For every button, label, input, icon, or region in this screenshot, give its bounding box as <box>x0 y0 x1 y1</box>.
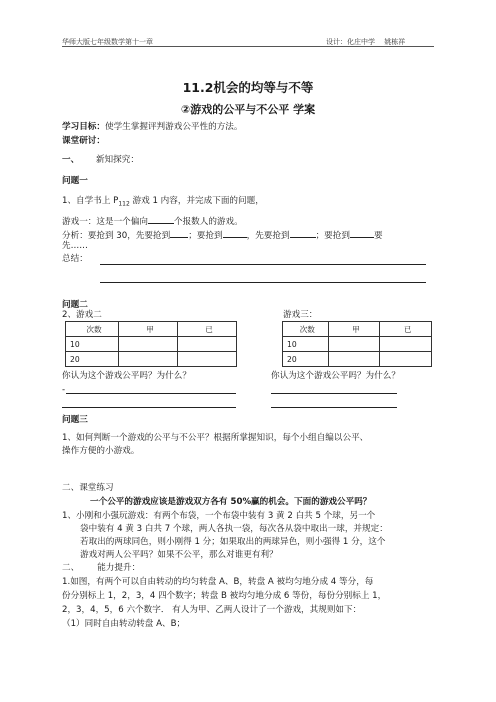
practice-label: 二、课堂练习 <box>62 483 114 493</box>
game3-label: 游戏三： <box>283 310 318 320</box>
table-header-cell: 甲 <box>328 322 380 337</box>
subtitle-number: ② <box>180 103 191 116</box>
analysis-cont: 先…… <box>62 241 88 251</box>
practice-p1-line4: 游戏对两人公平吗？如果不公平，那么对谁更有利？ <box>80 550 278 560</box>
analysis-blank-1[interactable] <box>170 228 188 238</box>
table-row <box>66 337 237 352</box>
q3-line1: 1、如何判断一个游戏的公平与不公平？根据所掌握知识，每个小组自编以公平、 <box>62 433 369 443</box>
ability-label-num: 二、 <box>62 563 80 573</box>
study-label: 课堂研讨： <box>62 136 105 146</box>
analysis-line <box>62 228 383 242</box>
ability-line4: （1）同时自由转动转盘 A、B； <box>62 619 186 629</box>
game3-answer-line-2[interactable] <box>271 407 397 408</box>
summary-line-1[interactable] <box>100 264 426 265</box>
game2-answer-line-2[interactable] <box>62 407 236 408</box>
table-cell[interactable] <box>178 337 237 352</box>
table-cell[interactable] <box>178 352 237 367</box>
table-row <box>283 322 432 337</box>
table-cell: 20 <box>66 352 119 367</box>
ability-line3: 2，3，4，5，6 六个数字． 有人为甲、乙两人设计了一个游戏，其规则如下： <box>62 605 362 615</box>
analysis-blank-2[interactable] <box>223 228 247 238</box>
header-left: 华师大版七年级数学第十一章 <box>62 38 153 46</box>
game2-answer-line-1[interactable] <box>66 393 236 394</box>
practice-p1-line2: 袋中装有 4 黄 3 白共 7 个球，两人各执一袋，每次各从袋中取出一球，并规定： <box>80 524 388 534</box>
q1-page-number: 112 <box>118 200 130 208</box>
table-cell: 20 <box>283 352 329 367</box>
page-subtitle <box>0 101 496 117</box>
q1-line1-text-b: 游戏 1 内容，并完成下面的问题， <box>129 196 264 206</box>
table-cell[interactable] <box>328 337 380 352</box>
game2-label: 2、游戏二 <box>62 310 102 320</box>
table-cell: 10 <box>283 337 329 352</box>
table-row <box>283 352 432 367</box>
q3-line2: 操作方便的小游戏。 <box>62 446 140 456</box>
q2-label: 问题二 <box>62 300 88 310</box>
practice-p1-line3: 若取出的两球同色，则小刚得 1 分；如果取出的两球异色，则小强得 1 分，这个 <box>80 537 386 547</box>
goal-text: 使学生掌握评判游戏公平性的方法。 <box>104 122 243 132</box>
table-cell[interactable] <box>380 337 432 352</box>
header-right: 设计：化庄中学 姚栋祥 <box>326 38 406 46</box>
ability-label <box>62 562 140 574</box>
analysis-text-a: 分析：要抢到 30，先要抢到 <box>62 231 171 241</box>
q1-label: 问题一 <box>62 176 88 186</box>
table-cell[interactable] <box>328 352 380 367</box>
summary-label: 总结： <box>62 254 88 264</box>
q1-line1-text-a: 1、自学书上 P <box>62 196 119 206</box>
analysis-text-e: 要 <box>373 231 383 241</box>
analysis-blank-4[interactable] <box>350 228 374 238</box>
game1-line <box>62 214 243 228</box>
table-row <box>283 337 432 352</box>
section-one <box>62 154 139 166</box>
analysis-text-c: ，先要抢到 <box>246 231 290 241</box>
analysis-text-d: ；要抢到 <box>315 231 350 241</box>
game1-blank[interactable] <box>148 214 174 224</box>
table-cell[interactable] <box>119 337 178 352</box>
section-one-text: 新知探究： <box>95 155 139 165</box>
table-cell[interactable] <box>119 352 178 367</box>
practice-p1-line1: 1、小刚和小强玩游戏：有两个布袋，一个布袋中装有 3 黄 2 白共 5 个球，另一个 <box>62 511 376 521</box>
table-row <box>66 322 237 337</box>
q3-label: 问题三 <box>62 415 88 425</box>
game1-text-a: 游戏一：这是一个偏向 <box>62 217 148 227</box>
table-cell: 10 <box>66 337 119 352</box>
game2-table <box>65 321 237 367</box>
game3-question: 你认为这个游戏公平吗？为什么？ <box>271 371 400 381</box>
analysis-text-b: ；要抢到 <box>188 231 223 241</box>
section-one-label: 一、 <box>62 155 80 165</box>
table-header-cell: 次数 <box>283 322 329 337</box>
header-rule <box>62 46 434 47</box>
table-row <box>66 352 237 367</box>
table-header-cell: 次数 <box>66 322 119 337</box>
analysis-blank-3[interactable] <box>290 228 316 238</box>
table-header-cell: 已 <box>178 322 237 337</box>
table-cell[interactable] <box>380 352 432 367</box>
answer-dash: - <box>62 385 66 395</box>
ability-line1: 1.如图，有两个可以自由转动的均匀转盘 A、B，转盘 A 被均匀地分成 4 等分，每 <box>62 577 374 587</box>
learning-goal <box>62 121 243 133</box>
ability-label-text: 能力提升： <box>97 563 141 573</box>
game3-table <box>282 321 432 367</box>
table-header-cell: 已 <box>380 322 432 337</box>
subtitle-text: 游戏的公平与不公平 学案 <box>190 103 316 116</box>
page-title: 11.2机会的均等与不等 <box>182 80 314 95</box>
game2-question: 你认为这个游戏公平吗？为什么？ <box>62 371 191 381</box>
practice-intro: 一个公平的游戏应该是游戏双方各有 50%赢的机会。下面的游戏公平吗？ <box>90 497 372 507</box>
game1-text-b: 个报数人的游戏。 <box>173 217 243 227</box>
q1-line1 <box>62 195 264 211</box>
goal-label: 学习目标： <box>62 122 105 132</box>
ability-line2: 份分别标上 1，2，3，4 四个数字；转盘 B 被均匀地分成 6 等份，每份分别标上 1， <box>62 591 387 601</box>
summary-line-2[interactable] <box>100 282 426 283</box>
game3-answer-line-1[interactable] <box>271 393 397 394</box>
table-header-cell: 甲 <box>119 322 178 337</box>
